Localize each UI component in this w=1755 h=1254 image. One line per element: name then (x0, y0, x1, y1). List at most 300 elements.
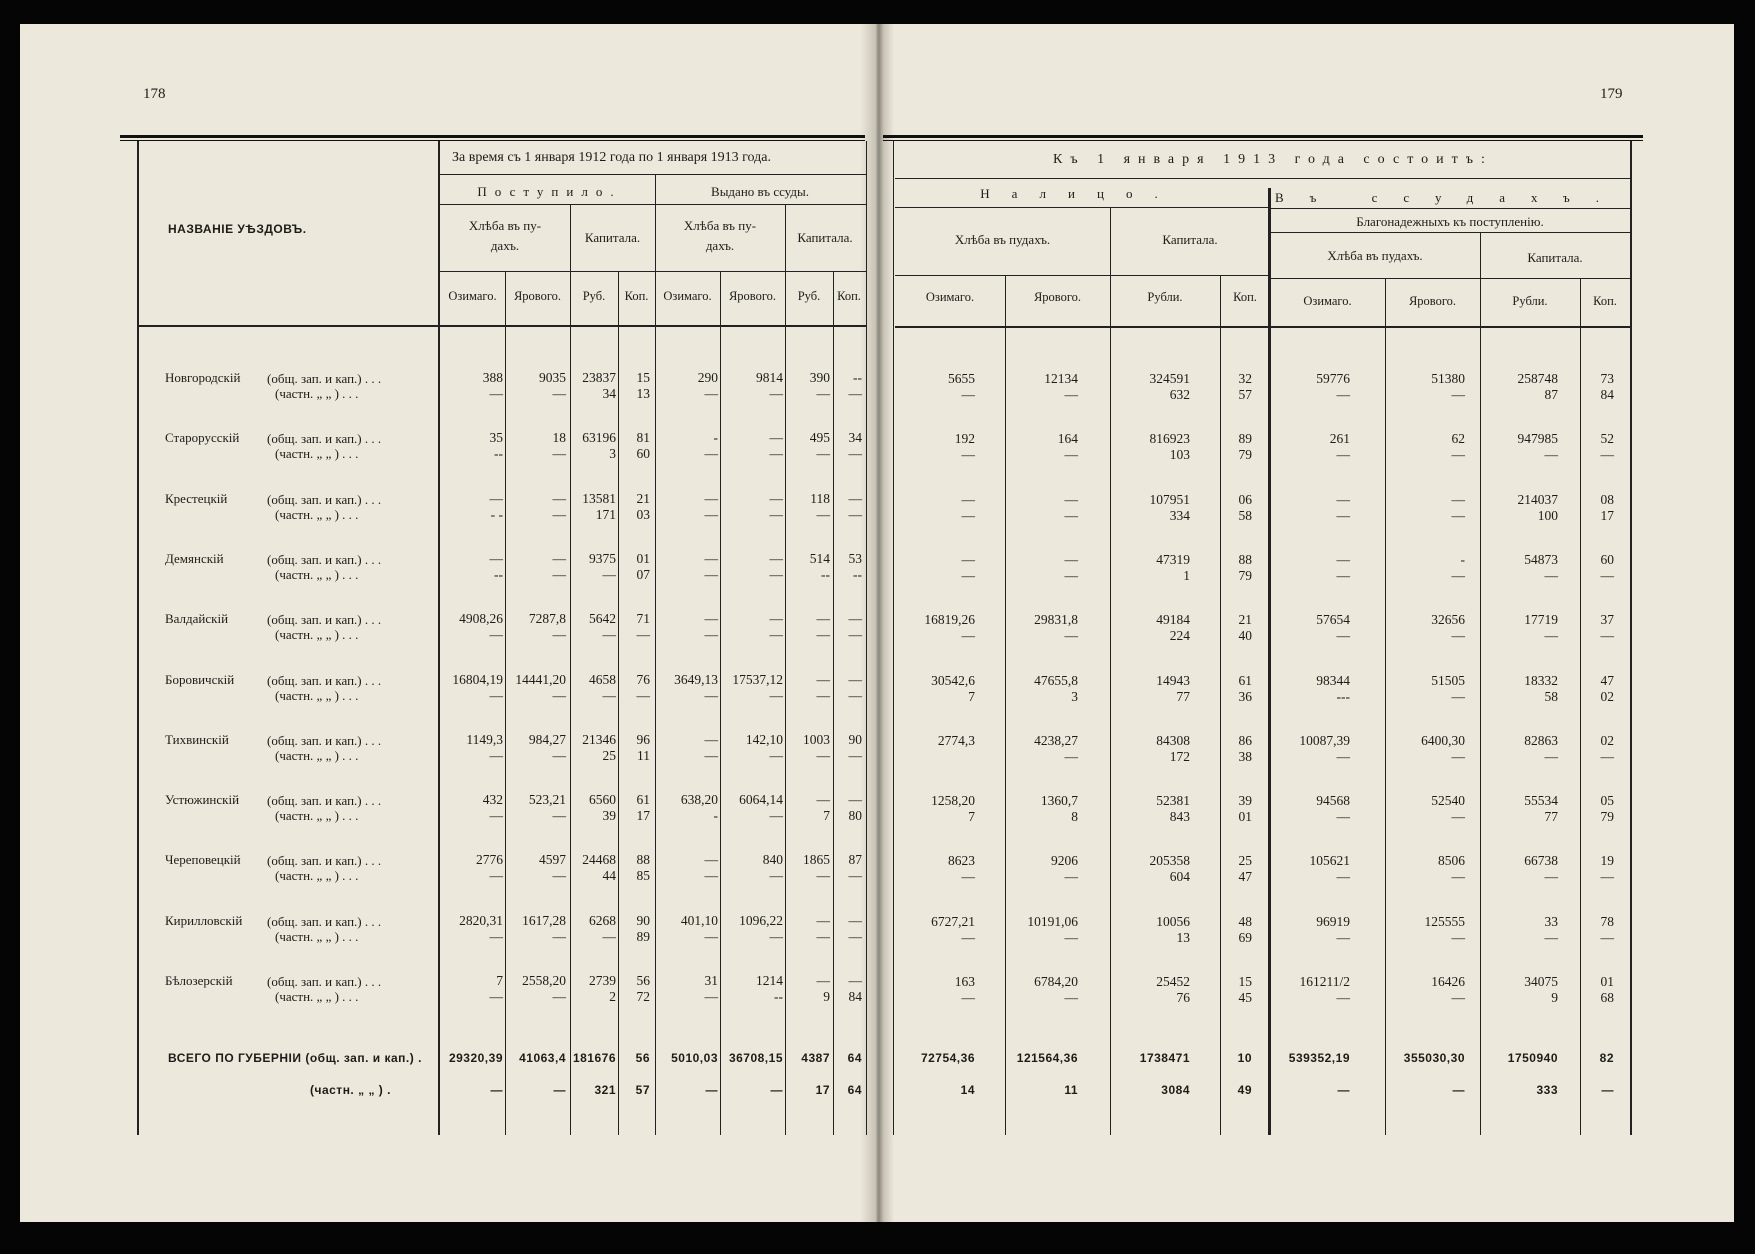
cell-value: 164 (1057, 431, 1078, 446)
col-header-rubles: Рубли. (1147, 290, 1183, 304)
cell-value: 76 (1176, 990, 1190, 1005)
cell-value: — (552, 748, 566, 763)
cell-value: 39 (602, 808, 616, 823)
cell-value: 4597 (539, 852, 566, 867)
cell-value: 2 (609, 989, 616, 1004)
cell-value: 205358 (1149, 853, 1190, 868)
row-label-private: (частн. „ „ ) . . . (275, 688, 359, 703)
header-line (440, 204, 866, 205)
cell-value: 03 (636, 507, 650, 522)
cell-value: — (704, 989, 718, 1004)
cell-value: 388 (482, 370, 503, 385)
table-border-left (137, 141, 139, 1135)
cell-value: — (1451, 930, 1465, 945)
cell-value: 07 (636, 567, 650, 582)
total-value: 5010,03 (671, 1051, 718, 1065)
total-value: 17 (815, 1083, 830, 1097)
total-label: ВСЕГО ПО ГУБЕРНІИ (общ. зап. и кап.) . (168, 1051, 422, 1065)
cell-value: 52381 (1156, 793, 1190, 808)
total-value: 10 (1237, 1051, 1252, 1065)
col-header-winter: Озимаго. (448, 289, 497, 303)
cell-value: — (848, 507, 862, 522)
cell-value: 49184 (1156, 612, 1190, 627)
cell-value: — (848, 973, 862, 988)
cell-value: 816923 (1149, 431, 1190, 446)
total-value: 355030,30 (1403, 1051, 1465, 1065)
cell-value: 6400,30 (1421, 733, 1465, 748)
cell-value: 171 (595, 507, 616, 522)
header-line (895, 207, 1270, 208)
cell-value: -- (853, 567, 862, 582)
row-label-private: (частн. „ „ ) . . . (275, 929, 359, 944)
cell-value: 88 (636, 852, 650, 867)
cell-value: 25 (602, 748, 616, 763)
cell-value: 14441,20 (515, 672, 566, 687)
cell-value: — (848, 929, 862, 944)
cell-value: — (704, 551, 718, 566)
cell-value: 96919 (1316, 914, 1350, 929)
on-hand-grain-header: Хлѣба въ пудахъ. (954, 232, 1051, 247)
cell-value: — (489, 868, 503, 883)
row-label-general: (общ. зап. и кап.) . . . (267, 673, 382, 688)
cell-value: — (961, 930, 975, 945)
row-label-general: (общ. зап. и кап.) . . . (267, 793, 382, 808)
cell-value: — (1336, 508, 1350, 523)
cell-value: — (489, 386, 503, 401)
district-name: Череповецкій (165, 852, 241, 867)
cell-value: 13 (1176, 930, 1190, 945)
cell-value: 38 (1238, 749, 1252, 764)
cell-value: 1214 (756, 973, 783, 988)
cell-value: 258748 (1517, 371, 1558, 386)
cell-value: 32 (1238, 371, 1252, 386)
cell-value: — (848, 611, 862, 626)
issued-header: Выдано въ ссуды. (711, 184, 809, 199)
cell-value: 53 (848, 551, 862, 566)
cell-value: — (552, 551, 566, 566)
cell-value: — (552, 386, 566, 401)
cell-value: 142,10 (745, 732, 783, 747)
total-value: 14 (960, 1083, 975, 1097)
cell-value: — (769, 507, 783, 522)
loans-capital-header: Капитала. (1527, 250, 1583, 265)
cell-value: 17 (636, 808, 650, 823)
total-value: 1738471 (1139, 1051, 1190, 1065)
cell-value: — (1544, 930, 1558, 945)
cell-value: 324591 (1149, 371, 1190, 386)
cell-value: 7 (968, 809, 975, 824)
cell-value: — (704, 929, 718, 944)
cell-value: - - (490, 507, 503, 522)
cell-value: 62 (1451, 431, 1465, 446)
row-label-private: (частн. „ „ ) . . . (275, 386, 359, 401)
cell-value: — (1544, 628, 1558, 643)
total-value: 333 (1536, 1083, 1558, 1097)
cell-value: 31 (704, 973, 718, 988)
cell-value: — (1336, 749, 1350, 764)
cell-value: — (489, 627, 503, 642)
cell-value: — (848, 913, 862, 928)
cell-value: — (769, 491, 783, 506)
cell-value: — (704, 868, 718, 883)
cell-value: 51380 (1431, 371, 1465, 386)
cell-value: 89 (1238, 431, 1252, 446)
cell-value: — (816, 611, 830, 626)
cell-value: — (552, 567, 566, 582)
cell-value: 638,20 (680, 792, 718, 807)
cell-value: — (961, 990, 975, 1005)
received-grain-header-2: дахъ. (490, 238, 520, 253)
cell-value: 2558,20 (522, 973, 566, 988)
cell-value: 47 (1600, 673, 1614, 688)
cell-value: — (769, 627, 783, 642)
cell-value: 7287,8 (528, 611, 566, 626)
cell-value: — (1064, 508, 1078, 523)
cell-value: 7 (496, 973, 503, 988)
cell-value: 632 (1169, 387, 1190, 402)
cell-value: 224 (1169, 628, 1190, 643)
cell-value: 68 (1600, 990, 1614, 1005)
cell-value: 125555 (1424, 914, 1465, 929)
cell-value: 48 (1238, 914, 1252, 929)
cell-value: 44 (602, 868, 616, 883)
cell-value: 87 (1544, 387, 1558, 402)
cell-value: — (552, 989, 566, 1004)
column-divider (1385, 278, 1386, 1135)
cell-value: 1 (1183, 568, 1190, 583)
col-header-rubles: Рубли. (1512, 294, 1548, 308)
cell-value: 63196 (582, 430, 616, 445)
cell-value: — (704, 386, 718, 401)
row-label-private: (частн. „ „ ) . . . (275, 446, 359, 461)
cell-value: — (816, 913, 830, 928)
column-divider (1580, 278, 1581, 1135)
district-name: Кирилловскій (165, 913, 243, 928)
cell-value: — (816, 672, 830, 687)
cell-value: — (636, 688, 650, 703)
period-header: За время съ 1 января 1912 года по 1 января 1913 года. (452, 150, 771, 165)
cell-value: — (602, 688, 616, 703)
cell-value: — (769, 868, 783, 883)
column-divider (1220, 275, 1221, 1135)
cell-value: — (1064, 749, 1078, 764)
cell-value: — (769, 386, 783, 401)
cell-value: 25452 (1156, 974, 1190, 989)
col-header-winter: Озимаго. (1303, 294, 1352, 308)
header-line (895, 178, 1630, 179)
cell-value: — (1600, 869, 1614, 884)
cell-value: -- (821, 567, 830, 582)
cell-value: 78 (1600, 914, 1614, 929)
cell-value: -- (774, 989, 783, 1004)
district-name: Валдайскій (165, 611, 229, 626)
total-value: 72754,36 (920, 1051, 975, 1065)
total-value: 4387 (801, 1051, 830, 1065)
cell-value: 90 (636, 913, 650, 928)
cell-value: — (489, 989, 503, 1004)
row-label-general: (общ. зап. и кап.) . . . (267, 914, 382, 929)
cell-value: 56 (636, 973, 650, 988)
cell-value: 290 (697, 370, 718, 385)
cell-value: — (1544, 869, 1558, 884)
cell-value: — (704, 507, 718, 522)
cell-value: 1258,20 (931, 793, 975, 808)
cell-value: — (1451, 508, 1465, 523)
cell-value: — (602, 567, 616, 582)
cell-value: — (1064, 628, 1078, 643)
cell-value: — (552, 507, 566, 522)
col-header-spring: Ярового. (1408, 294, 1457, 308)
cell-value: 02 (1600, 733, 1614, 748)
cell-value: 9 (823, 989, 830, 1004)
col-header-spring: Ярового. (1033, 290, 1082, 304)
cell-value: — (1544, 749, 1558, 764)
cell-value: — (489, 688, 503, 703)
cell-value: 8506 (1438, 853, 1465, 868)
cell-value: 80 (848, 808, 862, 823)
cell-value: — (961, 869, 975, 884)
district-name: Старорусскій (165, 430, 240, 445)
cell-value: — (816, 929, 830, 944)
row-label-general: (общ. зап. и кап.) . . . (267, 853, 382, 868)
cell-value: 36 (1238, 689, 1252, 704)
cell-value: 89 (636, 929, 650, 944)
cell-value: 2776 (476, 852, 503, 867)
cell-value: 161211/2 (1299, 974, 1350, 989)
cell-value: 05 (1600, 793, 1614, 808)
cell-value: 76 (636, 672, 650, 687)
cell-value: 79 (1600, 809, 1614, 824)
cell-value: 10056 (1156, 914, 1190, 929)
cell-value: 06 (1238, 492, 1252, 507)
cell-value: 5655 (948, 371, 975, 386)
cell-value: — (848, 386, 862, 401)
header-line (1271, 208, 1630, 209)
cell-value: — (1064, 492, 1078, 507)
cell-value: 17 (1600, 508, 1614, 523)
cell-value: 79 (1238, 568, 1252, 583)
cell-value: — (848, 748, 862, 763)
cell-value: 1360,7 (1040, 793, 1078, 808)
cell-value: — (1336, 930, 1350, 945)
cell-value: 6727,21 (931, 914, 975, 929)
cell-value: — (704, 627, 718, 642)
total-value: 3084 (1161, 1083, 1190, 1097)
district-name: Новгородскій (165, 370, 241, 385)
cell-value: — (1451, 492, 1465, 507)
cell-value: — (816, 792, 830, 807)
cell-value: — (769, 688, 783, 703)
total-value: 49 (1237, 1083, 1252, 1097)
cell-value: 843 (1169, 809, 1190, 824)
cell-value: 71 (636, 611, 650, 626)
cell-value: 34 (602, 386, 616, 401)
cell-value: 81 (636, 430, 650, 445)
cell-value: 8623 (948, 853, 975, 868)
top-rule-left (120, 135, 865, 138)
cell-value: 604 (1169, 869, 1190, 884)
cell-value: 3 (609, 446, 616, 461)
cell-value: 432 (482, 792, 503, 807)
page-number-left: 178 (143, 86, 166, 102)
total-value: — (1601, 1083, 1614, 1097)
cell-value: 261 (1329, 431, 1350, 446)
total-value: 56 (635, 1051, 650, 1065)
row-label-private: (частн. „ „ ) . . . (275, 989, 359, 1004)
total-value: — (553, 1083, 566, 1097)
cell-value: — (552, 491, 566, 506)
cell-value: 84 (848, 989, 862, 1004)
total-value: — (1452, 1083, 1465, 1097)
cell-value: 88 (1238, 552, 1252, 567)
cell-value: — (1600, 568, 1614, 583)
cell-value: — (961, 508, 975, 523)
total-value: 29320,39 (448, 1051, 503, 1065)
district-name: Боровичскій (165, 672, 235, 687)
cell-value: 51505 (1431, 673, 1465, 688)
col-header-kop: Коп. (624, 289, 649, 303)
cell-value: — (1336, 869, 1350, 884)
cell-value: — (1336, 387, 1350, 402)
cell-value: --- (1336, 689, 1350, 704)
cell-value: 58 (1544, 689, 1558, 704)
cell-value: 47 (1238, 869, 1252, 884)
issued-grain-header-2: дахъ. (705, 238, 735, 253)
received-capital-header: Капитала. (584, 230, 641, 245)
cell-value: 19 (1600, 853, 1614, 868)
total-label-private: (частн. „ „ ) . (310, 1083, 391, 1097)
col-header-spring: Ярового. (513, 289, 562, 303)
cell-value: — (1544, 447, 1558, 462)
cell-value: 77 (1544, 809, 1558, 824)
received-grain-header-1: Хлѣба въ пу- (468, 218, 542, 233)
cell-value: 59776 (1316, 371, 1350, 386)
row-label-general: (общ. зап. и кап.) . . . (267, 371, 382, 386)
district-name: Устюжинскій (165, 792, 240, 807)
cell-value: — (1600, 447, 1614, 462)
cell-value: 45 (1238, 990, 1252, 1005)
cell-value: 163 (954, 974, 975, 989)
cell-value: — (1451, 568, 1465, 583)
cell-value: — (816, 446, 830, 461)
district-name: Тихвинскій (165, 732, 229, 747)
cell-value: 214037 (1517, 492, 1558, 507)
cell-value: — (489, 808, 503, 823)
cell-value: 29831,8 (1034, 612, 1078, 627)
cell-value: 4908,26 (459, 611, 503, 626)
cell-value: 984,27 (528, 732, 566, 747)
cell-value: — (816, 868, 830, 883)
cell-value: — (1064, 568, 1078, 583)
cell-value: — (848, 868, 862, 883)
cell-value: — (1336, 552, 1350, 567)
cell-value: — (1451, 749, 1465, 764)
cell-value: 9035 (539, 370, 566, 385)
cell-value: — (769, 551, 783, 566)
cell-value: — (769, 446, 783, 461)
cell-value: — (704, 446, 718, 461)
cell-value: 3 (1071, 689, 1078, 704)
cell-value: — (602, 627, 616, 642)
total-value: 1750940 (1507, 1051, 1558, 1065)
cell-value: — (552, 446, 566, 461)
cell-value: — (636, 627, 650, 642)
cell-value: — (1600, 628, 1614, 643)
cell-value: — (704, 491, 718, 506)
cell-value: 6064,14 (739, 792, 783, 807)
cell-value: 7 (823, 808, 830, 823)
row-label-general: (общ. зап. и кап.) . . . (267, 492, 382, 507)
reliable-header: Благонадежныхъ къ поступленію. (1356, 214, 1544, 229)
cell-value: — (1064, 387, 1078, 402)
cell-value: 24468 (582, 852, 616, 867)
cell-value: — (1451, 990, 1465, 1005)
cell-value: - (713, 430, 718, 445)
cell-value: — (769, 430, 783, 445)
cell-value: 87 (848, 852, 862, 867)
cell-value: 94568 (1316, 793, 1350, 808)
cell-value: 16426 (1431, 974, 1465, 989)
cell-value: 18 (552, 430, 566, 445)
cell-value: 11 (637, 748, 650, 763)
header-line (895, 275, 1270, 276)
cell-value: — (1451, 809, 1465, 824)
cell-value: 55534 (1524, 793, 1558, 808)
cell-value: 2739 (589, 973, 616, 988)
row-label-private: (частн. „ „ ) . . . (275, 507, 359, 522)
district-name: Бѣлозерскій (165, 973, 233, 988)
cell-value: 15 (1238, 974, 1252, 989)
col-header-rub: Руб. (582, 289, 606, 303)
in-loans-header: Въ ссудахъ. (1274, 190, 1626, 205)
cell-value: 15 (636, 370, 650, 385)
cell-value: 2820,31 (459, 913, 503, 928)
cell-value: 58 (1238, 508, 1252, 523)
cell-value: — (961, 447, 975, 462)
cell-value: — (848, 446, 862, 461)
cell-value: 9206 (1051, 853, 1078, 868)
cell-value: 107951 (1149, 492, 1190, 507)
row-label-general: (общ. зап. и кап.) . . . (267, 974, 382, 989)
cell-value: — (769, 808, 783, 823)
cell-value: 21346 (582, 732, 616, 747)
cell-value: 47319 (1156, 552, 1190, 567)
total-value: 82 (1599, 1051, 1614, 1065)
cell-value: — (704, 748, 718, 763)
header-line (440, 271, 866, 272)
cell-value: 9 (1551, 990, 1558, 1005)
row-label-private: (частн. „ „ ) . . . (275, 567, 359, 582)
received-header: Поступило. (477, 184, 622, 199)
cell-value: 100 (1537, 508, 1558, 523)
cell-value: 1865 (803, 852, 830, 867)
cell-value: — (1336, 492, 1350, 507)
cell-value: 9375 (589, 551, 616, 566)
row-label-general: (общ. зап. и кап.) . . . (267, 431, 382, 446)
cell-value: 495 (809, 430, 830, 445)
row-label-private: (частн. „ „ ) . . . (275, 748, 359, 763)
cell-value: 79 (1238, 447, 1252, 462)
cell-value: — (1544, 568, 1558, 583)
cell-value: 66738 (1524, 853, 1558, 868)
cell-value: 90 (848, 732, 862, 747)
total-value: 41063,4 (519, 1051, 566, 1065)
cell-value: 34 (848, 430, 862, 445)
cell-value: 60 (636, 446, 650, 461)
cell-value: 3649,13 (674, 672, 718, 687)
total-value: 121564,36 (1016, 1051, 1078, 1065)
district-name: Демянскій (165, 551, 224, 566)
